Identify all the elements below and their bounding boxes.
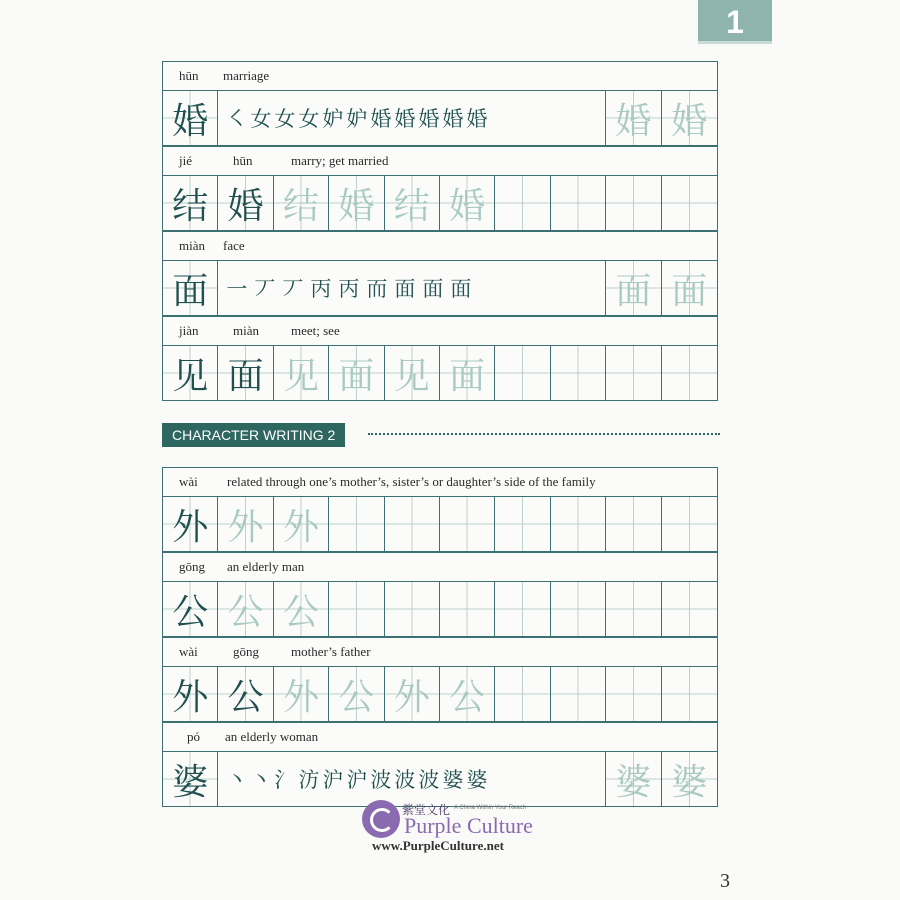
empty-practice-cell[interactable] [662,497,717,551]
empty-practice-cell[interactable] [329,497,384,551]
logo-brand-name: Purple Culture [404,813,533,838]
empty-practice-cell[interactable] [551,176,606,230]
stroke-step: 面 [450,277,472,301]
stroke-step: 婆 [442,768,464,792]
model-character-cell [163,752,218,806]
pinyin: hūn [179,68,199,83]
practice-row [163,346,717,400]
stroke-order-strip [218,752,606,806]
entry-info [163,722,717,752]
model-character-cell [218,176,273,230]
section-dotted-rule [368,433,720,435]
empty-practice-cell[interactable] [385,497,440,551]
stroke-step: 一 [226,277,248,301]
model-character-cell [163,176,218,230]
model-character: 见 [172,355,209,396]
pinyin: gōng [179,559,205,574]
empty-practice-cell[interactable] [495,497,550,551]
pinyin: jié [179,153,192,168]
page-number: 3 [720,870,730,892]
empty-practice-cell[interactable] [662,346,717,400]
trace-cell[interactable] [440,346,495,400]
trace-cell[interactable] [662,261,717,315]
practice-row [163,91,717,146]
entry-info [163,231,717,261]
stroke-step: 婚 [370,107,392,131]
empty-practice-cell[interactable] [495,582,550,636]
trace-character: 外 [227,506,264,547]
empty-practice-cell[interactable] [495,667,550,721]
pinyin: hūn [233,153,253,168]
empty-practice-cell[interactable] [440,582,495,636]
empty-practice-cell[interactable] [606,497,661,551]
stroke-step: 丶 [250,768,272,792]
stroke-step: 面 [394,277,416,301]
model-character: 外 [172,506,209,547]
trace-cell[interactable] [329,346,384,400]
empty-practice-cell[interactable] [385,582,440,636]
meaning: an elderly woman [225,729,319,744]
trace-character: 见 [393,355,430,396]
trace-cell[interactable] [329,667,384,721]
model-character: 婚 [227,185,264,226]
stroke-order-strip [218,91,606,145]
practice-row [163,497,717,552]
empty-practice-cell[interactable] [662,582,717,636]
trace-cell[interactable] [385,176,440,230]
model-character-cell [163,582,218,636]
empty-practice-cell[interactable] [495,176,550,230]
trace-character: 婚 [615,100,652,141]
stroke-step: 妒 [322,107,344,131]
empty-practice-cell[interactable] [606,582,661,636]
model-character-cell [163,261,218,315]
trace-cell[interactable] [606,91,661,145]
trace-character: 面 [615,270,652,311]
trace-cell[interactable] [385,346,440,400]
trace-character: 婆 [671,761,708,802]
stroke-step: 女 [298,107,320,131]
stroke-step: 婚 [466,107,488,131]
practice-row [163,667,717,722]
trace-character: 婚 [449,185,486,226]
pinyin: miàn [179,238,205,253]
trace-cell[interactable] [606,752,661,806]
pinyin: jiàn [179,323,199,338]
empty-practice-cell[interactable] [551,497,606,551]
model-character: 面 [172,270,209,311]
empty-practice-cell[interactable] [551,582,606,636]
empty-practice-cell[interactable] [551,667,606,721]
trace-character: 婆 [615,761,652,802]
section-heading: CHARACTER WRITING 2 [162,423,345,447]
practice-row [163,752,717,806]
trace-character: 结 [282,185,319,226]
logo-url: www.PurpleCulture.net [372,838,504,853]
trace-cell[interactable] [440,667,495,721]
model-character: 婚 [172,100,209,141]
stroke-step: 波 [394,768,416,792]
stroke-step: 丙 [338,277,360,301]
entry-info [163,637,717,667]
trace-cell[interactable] [218,497,273,551]
meaning: related through one’s mother’s, sister’s or daughter’s side of the family [227,474,596,489]
trace-cell[interactable] [329,176,384,230]
trace-cell[interactable] [606,261,661,315]
entry-info [163,468,717,497]
stroke-step: 氵 [274,768,296,792]
logo-icon [362,800,400,838]
model-character-cell [218,346,273,400]
model-character: 面 [227,355,264,396]
stroke-step: 妒 [346,107,368,131]
meaning: mother’s father [291,644,371,659]
empty-practice-cell[interactable] [329,582,384,636]
stroke-step: 婆 [466,768,488,792]
meaning: marry; get married [291,153,389,168]
empty-practice-cell[interactable] [662,176,717,230]
writing-block-2 [162,467,718,807]
meaning: meet; see [291,323,340,338]
entry-info [163,62,717,91]
stroke-step: 沪 [322,768,344,792]
model-character-cell [163,497,218,551]
trace-character: 面 [338,355,375,396]
stroke-step: 婚 [442,107,464,131]
entry-info [163,316,717,346]
trace-character: 外 [282,676,319,717]
stroke-step: 波 [418,768,440,792]
trace-cell[interactable] [274,497,329,551]
trace-cell[interactable] [440,176,495,230]
meaning: face [223,238,245,253]
trace-character: 外 [393,676,430,717]
stroke-step: 丆 [282,277,304,301]
trace-cell[interactable] [662,91,717,145]
pinyin: gōng [233,644,259,659]
logo-tagline: A China Within Your Reach [454,805,527,811]
logo-chinese-text: 紫堂文化 [402,803,451,817]
model-character-cell [163,667,218,721]
pinyin: miàn [233,323,259,338]
model-character-cell [163,91,218,145]
stroke-step: 女 [274,107,296,131]
stroke-step: 丶 [226,768,248,792]
trace-character: 公 [227,591,264,632]
pinyin: wài [179,644,198,659]
stroke-step: 婚 [418,107,440,131]
trace-character: 婚 [671,100,708,141]
trace-character: 婚 [338,185,375,226]
trace-cell[interactable] [385,667,440,721]
empty-practice-cell[interactable] [606,176,661,230]
model-character: 公 [172,591,209,632]
stroke-step: 丆 [254,277,276,301]
model-character: 结 [172,185,209,226]
stroke-step: ㇛ [226,107,248,131]
stroke-step: 波 [370,768,392,792]
trace-character: 面 [671,270,708,311]
trace-cell[interactable] [274,176,329,230]
stroke-step: 沪 [346,768,368,792]
trace-character: 公 [449,676,486,717]
trace-cell[interactable] [218,582,273,636]
empty-practice-cell[interactable] [551,346,606,400]
purple-culture-watermark [362,800,542,856]
model-character-cell [218,667,273,721]
trace-character: 外 [282,506,319,547]
chapter-tab: 1 [698,0,772,44]
empty-practice-cell[interactable] [606,346,661,400]
stroke-step: 而 [366,277,388,301]
pinyin: wài [179,474,198,489]
stroke-step: 婚 [394,107,416,131]
trace-character: 公 [282,591,319,632]
model-character: 公 [227,676,264,717]
trace-cell[interactable] [662,752,717,806]
empty-practice-cell[interactable] [606,667,661,721]
trace-cell[interactable] [274,346,329,400]
empty-practice-cell[interactable] [662,667,717,721]
empty-practice-cell[interactable] [440,497,495,551]
practice-row [163,176,717,231]
model-character: 外 [172,676,209,717]
meaning: an elderly man [227,559,305,574]
stroke-step: 丙 [310,277,332,301]
trace-cell[interactable] [274,582,329,636]
practice-row [163,582,717,637]
practice-row [163,261,717,316]
trace-character: 结 [393,185,430,226]
writing-block-1 [162,61,718,401]
empty-practice-cell[interactable] [495,346,550,400]
stroke-step: 女 [250,107,272,131]
model-character: 婆 [172,761,209,802]
model-character-cell [163,346,218,400]
stroke-step: 汸 [298,768,320,792]
trace-character: 公 [338,676,375,717]
trace-cell[interactable] [274,667,329,721]
stroke-step: 面 [422,277,444,301]
entry-info [163,146,717,176]
meaning: marriage [223,68,270,83]
trace-character: 见 [282,355,319,396]
stroke-order-strip [218,261,606,315]
pinyin: pó [187,729,200,744]
trace-character: 面 [449,355,486,396]
entry-info [163,552,717,582]
